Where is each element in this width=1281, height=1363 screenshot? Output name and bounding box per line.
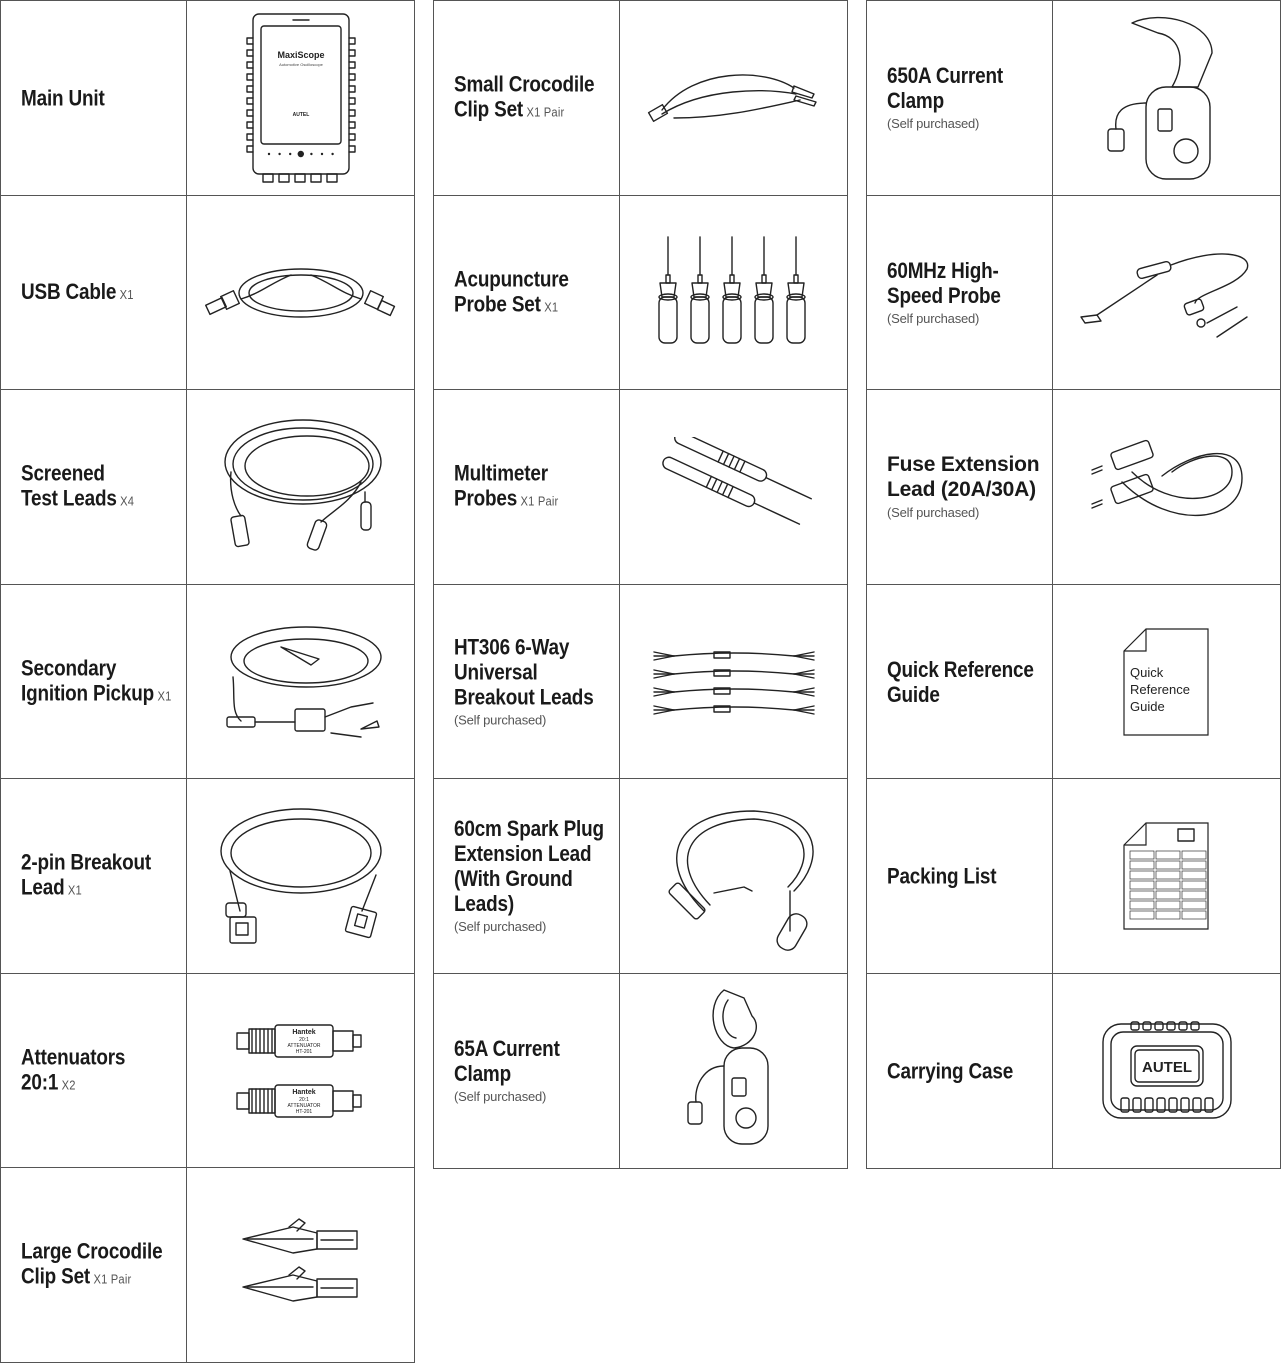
item-name xyxy=(21,1045,142,1098)
doc-line: Reference xyxy=(1129,682,1190,697)
quantity-label: X2 xyxy=(61,1077,76,1093)
item-name xyxy=(887,864,1014,889)
label-cell-screened-test-leads xyxy=(0,389,187,585)
item-name-line: Small Crocodile xyxy=(454,71,595,97)
item-name-line: Clip Set X1 Pair xyxy=(21,1263,132,1289)
item-name-line: (With Ground xyxy=(454,866,573,891)
item-name xyxy=(454,461,575,514)
item-name xyxy=(887,657,1058,707)
label-cell-main-unit xyxy=(0,0,187,196)
svg-text:20:1: 20:1 xyxy=(299,1097,309,1103)
item-name-line: Lead X1 xyxy=(21,874,82,900)
item-name-line: Extension Lead xyxy=(454,841,592,866)
label-cell-large-crocodile-clip-set xyxy=(0,1167,187,1363)
small-croc-icon xyxy=(620,1,847,195)
fuse-ext-icon xyxy=(1053,390,1280,584)
item-name xyxy=(887,258,1019,328)
item-name-line: 20:1 X2 xyxy=(21,1069,76,1095)
item-name xyxy=(454,72,617,125)
clamp-650-icon xyxy=(1053,1,1280,195)
large-croc-icon xyxy=(187,1168,414,1362)
svg-text:Hantek: Hantek xyxy=(292,1029,316,1036)
item-name xyxy=(454,267,587,320)
item-name xyxy=(21,1239,185,1292)
quantity-label: X1 xyxy=(544,299,559,315)
test-leads-icon xyxy=(187,390,414,584)
purchase-note: (Self purchased) xyxy=(887,505,980,520)
attenuators-icon xyxy=(187,974,414,1168)
svg-text:HT-201: HT-201 xyxy=(295,1049,313,1055)
image-cell-ht306-6-way-universal-breakout-leads xyxy=(619,584,848,780)
ht306-icon xyxy=(620,585,847,779)
label-cell-60cm-spark-plug-extension-lead-with-ground-leads xyxy=(433,778,620,974)
item-name xyxy=(21,850,172,903)
label-cell-fuse-extension-lead-20a-30a xyxy=(866,389,1053,585)
label-cell-65a-current-clamp xyxy=(433,973,620,1169)
item-name-line: Main Unit xyxy=(21,85,105,111)
clamp-65-icon xyxy=(620,974,847,1168)
label-cell-2-pin-breakout-lead xyxy=(0,778,187,974)
image-cell-65a-current-clamp xyxy=(619,973,848,1169)
svg-text:Hantek: Hantek xyxy=(292,1089,316,1096)
item-name-line: Universal xyxy=(454,659,538,685)
usb-cable-icon xyxy=(187,196,414,390)
item-name-line: Clamp xyxy=(887,88,944,113)
image-cell-usb-cable xyxy=(186,195,415,391)
item-name-line: Speed Probe xyxy=(887,283,1001,308)
item-name xyxy=(21,656,196,709)
svg-text:20:1: 20:1 xyxy=(299,1037,309,1043)
acupuncture-icon xyxy=(620,196,847,390)
item-name-line: Secondary xyxy=(21,655,117,681)
image-cell-secondary-ignition-pickup xyxy=(186,584,415,780)
item-name xyxy=(21,86,118,111)
image-cell-2-pin-breakout-lead xyxy=(186,778,415,974)
item-name-line: 60MHz High- xyxy=(887,258,999,283)
item-name-line: 2-pin Breakout xyxy=(21,849,152,875)
label-cell-acupuncture-probe-set xyxy=(433,195,620,391)
image-cell-small-crocodile-clip-set xyxy=(619,0,848,196)
item-name xyxy=(887,63,1022,133)
svg-text:HT-201: HT-201 xyxy=(295,1109,313,1115)
quick-ref-icon xyxy=(1053,585,1280,779)
image-cell-main-unit xyxy=(186,0,415,196)
item-name-line: Clip Set X1 Pair xyxy=(454,96,565,122)
image-cell-multimeter-probes xyxy=(619,389,848,585)
purchase-note: (Self purchased) xyxy=(887,311,980,326)
item-name xyxy=(887,1059,1034,1084)
image-cell-fuse-extension-lead-20a-30a xyxy=(1052,389,1281,585)
hs-probe-icon xyxy=(1053,196,1280,390)
quantity-label: X1 xyxy=(67,882,82,898)
item-name xyxy=(454,1036,577,1106)
item-name-line: Lead (20A/30A) xyxy=(887,478,1036,501)
item-name-line: Acupuncture xyxy=(454,266,569,292)
svg-text:AUTEL: AUTEL xyxy=(1141,1059,1192,1076)
image-cell-screened-test-leads xyxy=(186,389,415,585)
quantity-label: X4 xyxy=(120,493,135,509)
purchase-note: (Self purchased) xyxy=(887,116,980,131)
item-name xyxy=(454,635,616,730)
item-name-line: Guide xyxy=(887,682,940,707)
spark-plug-icon xyxy=(620,779,847,973)
item-name-line: HT306 6-Way xyxy=(454,634,570,660)
image-cell-attenuators-20-1 xyxy=(186,973,415,1169)
item-name-line: Ignition Pickup X1 xyxy=(21,680,172,706)
item-name-line: Multimeter xyxy=(454,460,548,486)
item-name-line: Carrying Case xyxy=(887,1058,1014,1084)
image-cell-quick-reference-guide xyxy=(1052,584,1281,780)
item-name-line: Leads) xyxy=(454,891,514,916)
device-title: MaxiScope xyxy=(276,50,325,60)
doc-line: Quick xyxy=(1129,665,1163,680)
quantity-label: X1 Pair xyxy=(520,493,559,509)
label-cell-carrying-case xyxy=(866,973,1053,1169)
item-name xyxy=(21,279,152,307)
image-cell-acupuncture-probe-set xyxy=(619,195,848,391)
device-brand: AUTEL xyxy=(292,112,309,118)
label-cell-secondary-ignition-pickup xyxy=(0,584,187,780)
item-name-line: 650A Current xyxy=(887,63,1004,88)
item-name-line: Screened xyxy=(21,460,105,486)
quantity-label: X1 Pair xyxy=(526,104,565,120)
item-name xyxy=(887,452,1039,522)
label-cell-650a-current-clamp xyxy=(866,0,1053,196)
item-name-line: Attenuators xyxy=(21,1044,126,1070)
item-name-line: Probe Set X1 xyxy=(454,291,559,317)
label-cell-packing-list xyxy=(866,778,1053,974)
label-cell-multimeter-probes xyxy=(433,389,620,585)
purchase-note: (Self purchased) xyxy=(454,1089,547,1104)
image-cell-carrying-case xyxy=(1052,973,1281,1169)
item-name-line: USB Cable X1 xyxy=(21,279,134,304)
purchase-note: (Self purchased) xyxy=(454,919,547,934)
quantity-label: X1 xyxy=(119,287,134,302)
image-cell-650a-current-clamp xyxy=(1052,0,1281,196)
label-cell-ht306-6-way-universal-breakout-leads xyxy=(433,584,620,780)
quantity-label: X1 Pair xyxy=(93,1271,132,1287)
label-cell-attenuators-20-1 xyxy=(0,973,187,1169)
item-name-line: Large Crocodile xyxy=(21,1238,163,1264)
svg-text:ATTENUATOR: ATTENUATOR xyxy=(287,1103,321,1109)
purchase-note: (Self purchased) xyxy=(454,712,547,728)
label-cell-quick-reference-guide xyxy=(866,584,1053,780)
image-cell-large-crocodile-clip-set xyxy=(186,1167,415,1363)
packing-list-icon xyxy=(1053,779,1280,973)
doc-line: Guide xyxy=(1129,699,1165,714)
main-unit-icon xyxy=(187,1,414,195)
item-name-line: Clamp xyxy=(454,1061,511,1086)
item-name-line: 60cm Spark Plug xyxy=(454,816,604,841)
item-name-line: Quick Reference xyxy=(887,657,1034,682)
item-name-line: 65A Current xyxy=(454,1036,560,1061)
image-cell-packing-list xyxy=(1052,778,1281,974)
device-subtitle: Automotive Oscilloscope xyxy=(278,62,323,67)
image-cell-60mhz-high-speed-probe xyxy=(1052,195,1281,391)
svg-text:ATTENUATOR: ATTENUATOR xyxy=(287,1043,321,1049)
carry-case-icon xyxy=(1053,974,1280,1168)
breakout-lead-icon xyxy=(187,779,414,973)
label-cell-usb-cable xyxy=(0,195,187,391)
ignition-pickup-icon xyxy=(187,585,414,779)
item-name-line: Breakout Leads xyxy=(454,684,594,710)
item-name xyxy=(454,816,628,936)
item-name-line: Fuse Extension xyxy=(887,453,1040,476)
label-cell-60mhz-high-speed-probe xyxy=(866,195,1053,391)
item-name-line: Probes X1 Pair xyxy=(454,485,559,511)
item-name xyxy=(21,461,153,514)
item-name-line: Test Leads X4 xyxy=(21,485,135,511)
quantity-label: X1 xyxy=(157,688,172,704)
label-cell-small-crocodile-clip-set xyxy=(433,0,620,196)
image-cell-60cm-spark-plug-extension-lead-with-ground-leads xyxy=(619,778,848,974)
multimeter-icon xyxy=(620,390,847,584)
item-name-line: Packing List xyxy=(887,863,997,889)
